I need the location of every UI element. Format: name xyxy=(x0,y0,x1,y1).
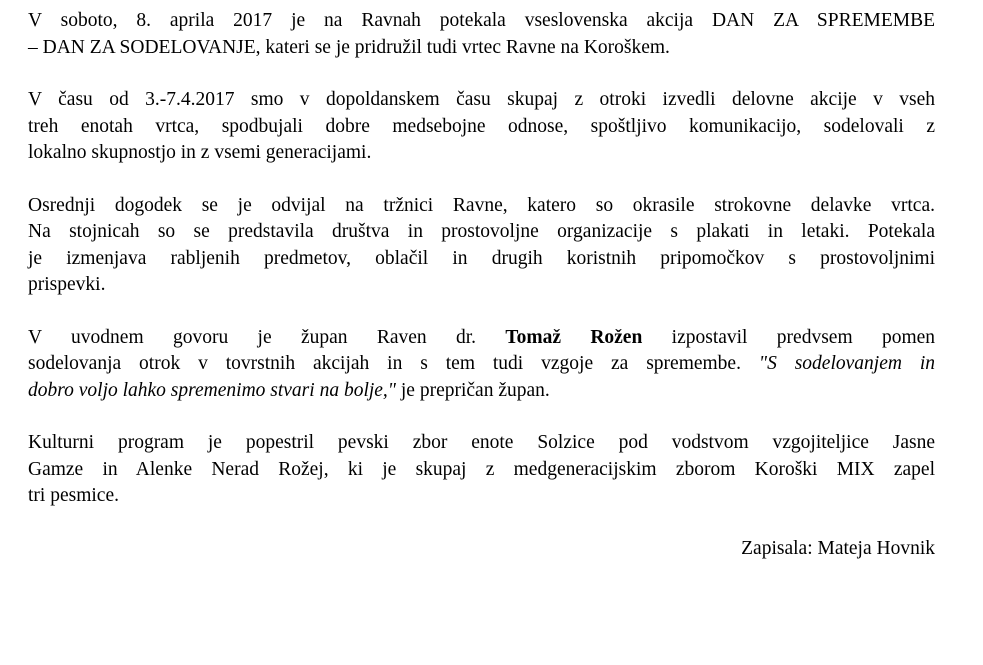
text-segment: izpostavil predvsem pomen xyxy=(671,326,936,348)
text-line: treh enotah vrtca, spodbujali dobre medsebojne odnose, spoštljivo komunikacijo, sodelovali z xyxy=(28,115,935,137)
text-line xyxy=(28,378,935,405)
text-line: Na stojnicah so se predstavila društva in prostovoljne organizacije s plakati in letaki. Potekala xyxy=(28,221,935,242)
text-line: tri pesmice. xyxy=(28,485,119,506)
quote-text: dobro voljo lahko spremenimo stvari na bolje," xyxy=(28,379,396,401)
document-body xyxy=(28,8,935,562)
paragraph-cultural-program xyxy=(28,430,935,510)
author-signature: Zapisala: Mateja Hovnik xyxy=(741,537,935,559)
text-line xyxy=(28,351,935,378)
text-line: lokalno skupnostjo in z vsemi generacijami. xyxy=(28,142,372,163)
text-line: je izmenjava rabljenih predmetov, oblačil in drugih koristnih pripomočkov s prostovoljnimi xyxy=(28,247,935,269)
quote-text: "S sodelovanjem in xyxy=(758,353,936,374)
text-segment: je prepričan župan. xyxy=(400,379,550,401)
paragraph-activities xyxy=(28,87,935,167)
paragraph-central-event xyxy=(28,193,935,299)
text-line xyxy=(28,325,935,352)
text-line: – DAN ZA SODELOVANJE, kateri se je pridružil tudi vrtec Ravne na Koroškem. xyxy=(28,36,670,58)
paragraph-intro xyxy=(28,8,935,61)
text-line: V soboto, 8. aprila 2017 je na Ravnah potekala vseslovenska akcija DAN ZA SPREMEMBE xyxy=(28,10,935,31)
text-line: V času od 3.-7.4.2017 smo v dopoldanskem času skupaj z otroki izvedli delovne akcije v vseh xyxy=(28,89,935,110)
text-line: Osrednji dogodek se je odvijal na tržnici Ravne, katero so okrasile strokovne delavke vrtca. xyxy=(28,194,935,216)
paragraph-mayor-speech xyxy=(28,325,935,405)
text-line: Kulturni program je popestril pevski zbor enote Solzice pod vodstvom vzgojiteljice Jasne xyxy=(28,432,935,453)
text-segment: V uvodnem govoru je župan Raven dr. xyxy=(28,326,477,348)
text-segment: sodelovanja otrok v tovrstnih akcijah in s tem tudi vzgoje za spremembe. xyxy=(28,353,741,374)
text-line: prispevki. xyxy=(28,274,106,295)
mayor-name: Tomaž Rožen xyxy=(505,326,643,348)
text-line: Gamze in Alenke Nerad Rožej, ki je skupaj z medgeneracijskim zborom Koroški MIX zapel xyxy=(28,458,935,480)
